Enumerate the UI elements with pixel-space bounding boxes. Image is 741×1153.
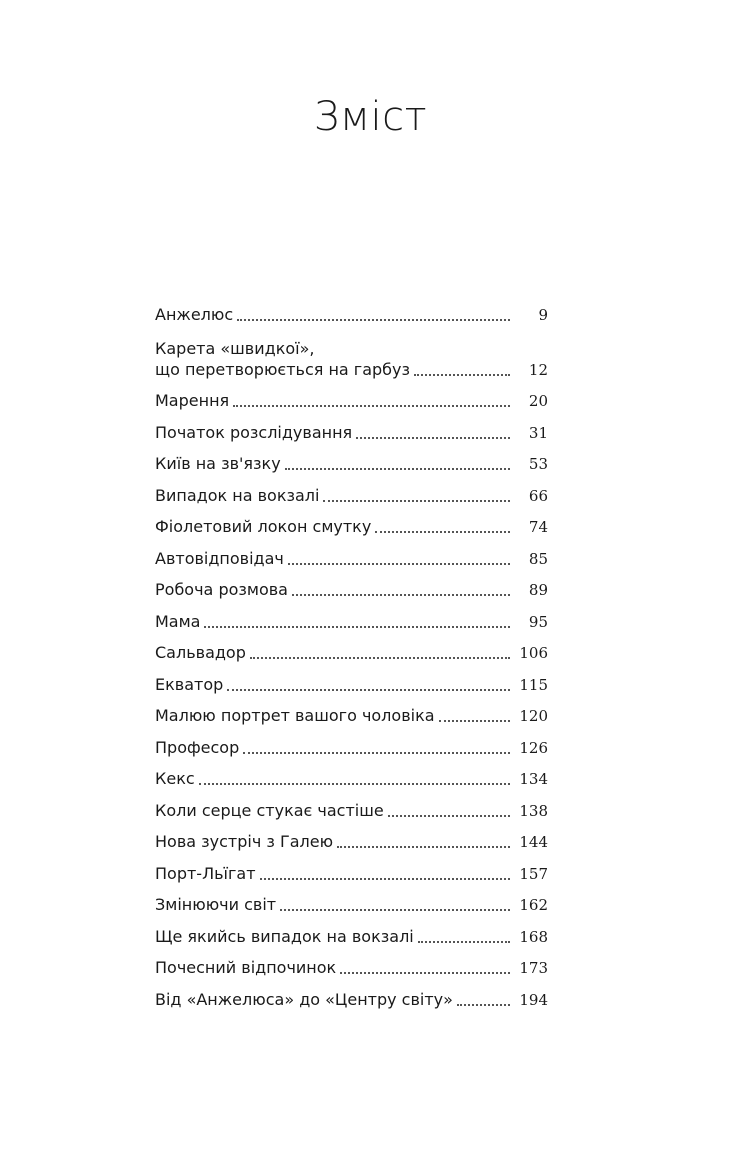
dot-leader: [356, 437, 510, 439]
toc-entry-page: 157: [519, 864, 548, 883]
toc-entry-page: 168: [519, 927, 548, 946]
toc-entry-title: Від «Анжелюса» до «Центру світу»: [155, 989, 453, 1009]
toc-entry-page: 12: [528, 360, 548, 379]
toc-entry-page: 95: [528, 612, 548, 631]
toc-entry-title: Кекс: [155, 769, 195, 788]
dot-leader: [457, 1004, 510, 1006]
toc-entry-title: Почесний відпочинок: [155, 958, 337, 977]
toc-entry[interactable]: [155, 380, 548, 412]
toc-entry-page: 9: [538, 305, 548, 324]
dot-leader: [292, 594, 510, 596]
toc-entry[interactable]: [155, 325, 548, 380]
toc-entry-page: 89: [528, 581, 548, 599]
toc-entry[interactable]: [155, 884, 548, 916]
dot-leader: [199, 783, 510, 785]
dot-leader: [418, 941, 510, 943]
dot-leader: [260, 878, 510, 880]
toc-entry-title: Порт-Льїгат: [155, 863, 256, 883]
toc-entry-page: 126: [519, 738, 548, 757]
toc-entry[interactable]: [155, 915, 548, 947]
toc-entry-title: Анжелюс: [155, 304, 234, 324]
toc-entry-page: 115: [519, 675, 548, 694]
toc-entry[interactable]: [155, 852, 548, 884]
toc-entry-title: Початок розслідування: [155, 422, 353, 442]
toc-entry-title-line1: Карета «швидкої»,: [155, 338, 315, 358]
toc-entry-title: Марення: [155, 391, 230, 410]
dot-leader: [340, 972, 510, 974]
toc-entry[interactable]: [155, 695, 548, 727]
toc-entry[interactable]: [155, 506, 548, 538]
dot-leader: [375, 531, 510, 533]
toc-entry[interactable]: [155, 293, 548, 325]
dot-leader: [233, 405, 510, 407]
toc-entry-page: 173: [519, 959, 548, 977]
toc-entry[interactable]: [155, 789, 548, 821]
dot-leader: [337, 846, 510, 848]
toc-entry-title: Робоча розмова: [155, 580, 288, 599]
toc-entry-page: 162: [519, 896, 548, 914]
dot-leader: [237, 319, 510, 321]
toc-entry[interactable]: [155, 443, 548, 475]
toc-entry-title: Екватор: [155, 674, 224, 694]
dot-leader: [227, 689, 510, 691]
toc-entry-title: Київ на зв'язку: [155, 454, 281, 473]
dot-leader: [388, 815, 510, 817]
toc-entry-title: Змінюючи світ: [155, 895, 277, 914]
toc-entry-title: Сальвадор: [155, 643, 246, 662]
dot-leader: [439, 720, 510, 722]
toc-entry-page: 134: [519, 770, 548, 788]
toc-entry-page: 194: [519, 990, 548, 1009]
toc-entry-page: 20: [528, 392, 548, 410]
toc-entry-page: 85: [528, 549, 548, 568]
dot-leader: [285, 468, 510, 470]
toc-entry[interactable]: [155, 758, 548, 790]
toc-entry[interactable]: [155, 821, 548, 853]
toc-entry-page: 31: [528, 423, 548, 442]
toc-entry-title: Випадок на вокзалі: [155, 485, 320, 505]
toc-entry-page: 138: [519, 801, 548, 820]
toc-entry-title: Ще якийсь випадок на вокзалі: [155, 926, 414, 946]
toc-entry[interactable]: [155, 569, 548, 601]
dot-leader: [280, 909, 510, 911]
dot-leader: [204, 626, 510, 628]
toc-entry[interactable]: [155, 474, 548, 506]
dot-leader: [323, 500, 510, 502]
toc-entry[interactable]: [155, 663, 548, 695]
dot-leader: [250, 657, 510, 659]
dot-leader: [243, 752, 510, 754]
toc-entry-title: Коли серце стукає частіше: [155, 800, 384, 820]
dot-leader: [414, 374, 510, 376]
toc-entry[interactable]: [155, 978, 548, 1010]
toc-entry-page: 144: [519, 833, 548, 851]
toc-entry-title: Професор: [155, 737, 240, 757]
page-title: Зміст: [313, 94, 428, 140]
toc-entry-page: 74: [528, 518, 548, 536]
toc-entry-title: Мама: [155, 611, 201, 631]
toc-entry-title: що перетворюється на гарбуз: [155, 359, 411, 379]
dot-leader: [288, 563, 510, 565]
toc-entry[interactable]: [155, 411, 548, 443]
toc-entry-page: 66: [528, 486, 548, 505]
toc-entry[interactable]: [155, 632, 548, 664]
toc-entry-title: Автовідповідач: [155, 548, 284, 568]
toc-entry[interactable]: [155, 600, 548, 632]
table-of-contents: [155, 293, 548, 1010]
toc-entry-page: 53: [528, 455, 548, 473]
toc-entry-page: 106: [519, 644, 548, 662]
toc-entry-page: 120: [519, 707, 548, 725]
toc-entry-title: Фіолетовий локон смутку: [155, 517, 372, 536]
toc-entry[interactable]: [155, 947, 548, 979]
toc-entry-title: Малюю портрет вашого чоловіка: [155, 706, 435, 725]
toc-entry-title: Нова зустріч з Галею: [155, 832, 334, 851]
toc-entry[interactable]: [155, 537, 548, 569]
toc-entry[interactable]: [155, 726, 548, 758]
